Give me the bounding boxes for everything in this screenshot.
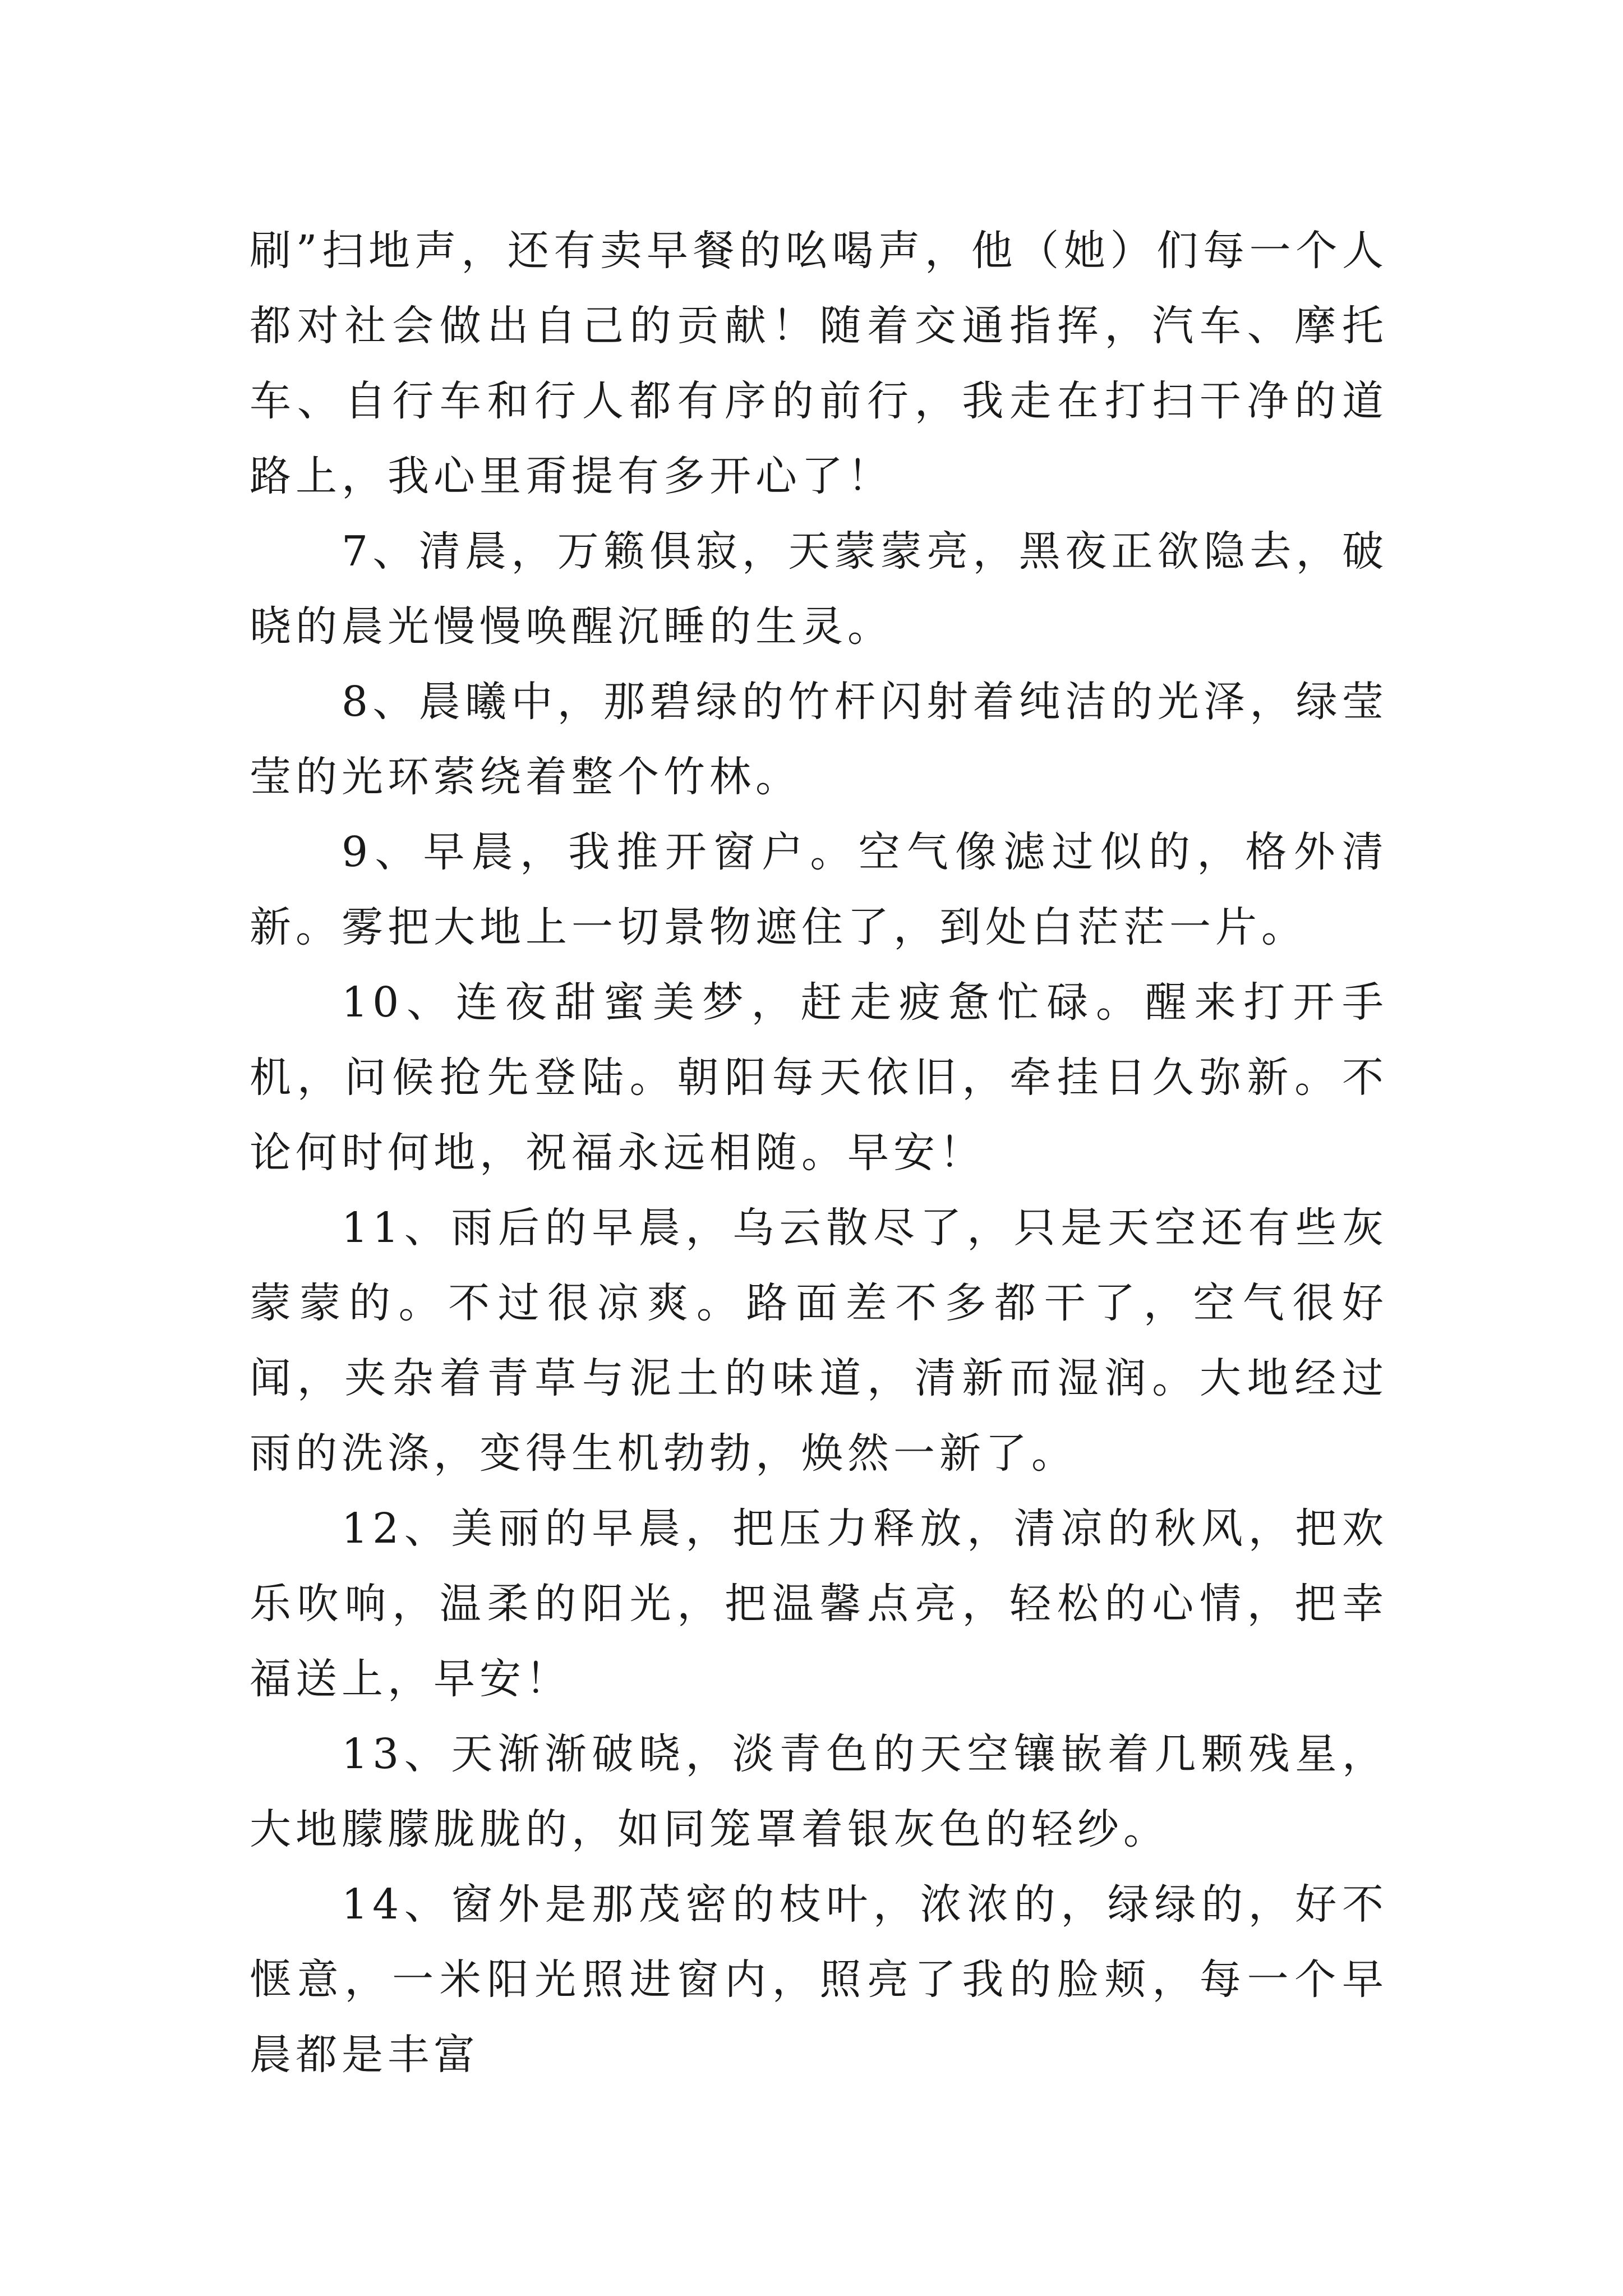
paragraph-9: 9、早晨，我推开窗户。空气像滤过似的，格外清新。雾把大地上一切景物遮住了，到处白茫茫一片。 bbox=[250, 828, 1388, 951]
paragraph-13: 13、天渐渐破晓，淡青色的天空镶嵌着几颗残星，大地朦朦胧胧的，如同笼罩着银灰色的轻纱。 bbox=[250, 1730, 1388, 1853]
paragraph-11: 11、雨后的早晨，乌云散尽了，只是天空还有些灰蒙蒙的。不过很凉爽。路面差不多都干了，空气很好闻，夹杂着青草与泥土的味道，清新而湿润。大地经过雨的洗涤，变得生机勃勃，焕然一新了。 bbox=[250, 1204, 1388, 1478]
paragraph-continued: 刷”扫地声，还有卖早餐的吆喝声，他（她）们每一个人都对社会做出自己的贡献！随着交通指挥，汽车、摩托车、自行车和行人都有序的前行，我走在打扫干净的道路上，我心里甭提有多开心了！ bbox=[250, 227, 1388, 500]
paragraph-10: 10、连夜甜蜜美梦，赶走疲惫忙碌。醒来打开手机，问候抢先登陆。朝阳每天依旧，牵挂日久弥新。不论何时何地，祝福永远相随。早安！ bbox=[250, 978, 1388, 1177]
paragraph-12: 12、美丽的早晨，把压力释放，清凉的秋风，把欢乐吹响，温柔的阳光，把温馨点亮，轻松的心情，把幸福送上，早安！ bbox=[250, 1504, 1388, 1703]
paragraph-7: 7、清晨，万籁俱寂，天蒙蒙亮，黑夜正欲隐去，破晓的晨光慢慢唤醒沉睡的生灵。 bbox=[250, 527, 1388, 651]
paragraph-14: 14、窗外是那茂密的枝叶，浓浓的，绿绿的，好不惬意，一米阳光照进窗内，照亮了我的脸颊，每一个早晨都是丰富 bbox=[250, 1880, 1388, 2079]
body-text bbox=[250, 213, 1388, 2092]
paragraph-8: 8、晨曦中，那碧绿的竹杆闪射着纯洁的光泽，绿莹莹的光环萦绕着整个竹林。 bbox=[250, 678, 1388, 801]
